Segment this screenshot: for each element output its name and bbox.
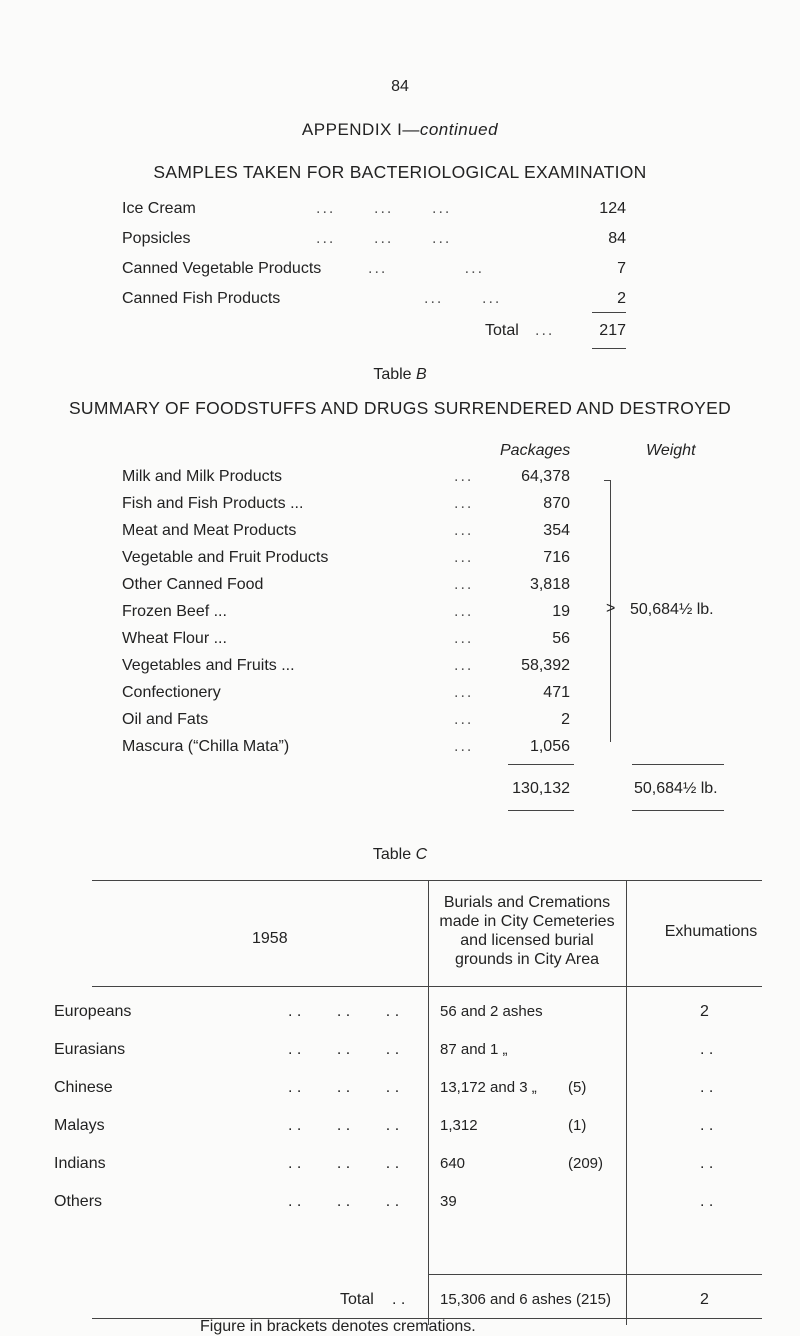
table-c-top-rule bbox=[92, 880, 762, 881]
col-year-header: 1958 bbox=[252, 930, 288, 947]
bacteriological-total-label: Total bbox=[485, 322, 519, 339]
table-row-cremations: (1) bbox=[568, 1117, 587, 1134]
appendix-prefix: APPENDIX I— bbox=[301, 120, 420, 139]
leader-dots: ... ... bbox=[368, 260, 485, 277]
leader-dots: ... bbox=[454, 576, 474, 593]
table-row-label: Meat and Meat Products bbox=[122, 522, 297, 539]
total-weight: 50,684½ lb. bbox=[634, 780, 718, 797]
leader-dots: ... bbox=[454, 630, 474, 647]
table-row-exhumations: . . bbox=[700, 1117, 714, 1134]
table-row-packages: 870 bbox=[543, 495, 570, 512]
subtotal-rule bbox=[592, 312, 626, 313]
table-row-packages: 56 bbox=[552, 630, 570, 647]
table-b-caption-letter: B bbox=[416, 366, 427, 383]
col-burials-line: grounds in City Area bbox=[454, 951, 600, 968]
list-item-value: 2 bbox=[617, 290, 626, 307]
table-row-burials: 640 bbox=[440, 1155, 466, 1172]
total-rule bbox=[592, 348, 626, 349]
col-weight-header: Weight bbox=[646, 442, 696, 459]
table-row-label: Frozen Beef ... bbox=[122, 603, 227, 620]
leader-dots: ... ... ... bbox=[316, 200, 452, 217]
table-row-exhumations: . . bbox=[700, 1193, 714, 1210]
list-item-value: 7 bbox=[617, 260, 626, 277]
leader-dots: ... bbox=[454, 468, 474, 485]
table-row-label: Others bbox=[54, 1193, 103, 1210]
table-row-packages: 471 bbox=[543, 684, 570, 701]
table-row-packages: 64,378 bbox=[521, 468, 570, 485]
table-row-label: Milk and Milk Products bbox=[122, 468, 283, 485]
table-row-label: Europeans bbox=[54, 1003, 132, 1020]
leader-dots: . . . . . . bbox=[288, 1079, 400, 1096]
table-c-footnote: Figure in brackets denotes cremations. bbox=[200, 1318, 476, 1335]
leader-dots: ... bbox=[454, 711, 474, 728]
table-c-header-rule bbox=[92, 986, 762, 987]
table-row-packages: 58,392 bbox=[521, 657, 570, 674]
leader-dots: ... ... bbox=[424, 290, 502, 307]
weight-rule-bottom bbox=[632, 810, 724, 811]
bacteriological-heading: SAMPLES TAKEN FOR BACTERIOLOGICAL EXAMINATION bbox=[153, 162, 647, 182]
leader-dots: ... bbox=[454, 495, 474, 512]
table-row-label: Malays bbox=[54, 1117, 105, 1134]
leader-dots: ... ... ... bbox=[316, 230, 452, 247]
table-row-label: Wheat Flour ... bbox=[122, 630, 227, 647]
list-item-value: 84 bbox=[608, 230, 626, 247]
table-row-packages: 354 bbox=[543, 522, 570, 539]
table-row-exhumations: . . bbox=[700, 1079, 714, 1096]
table-c-total-rule bbox=[428, 1274, 762, 1275]
col-burials-line: made in City Cemeteries bbox=[439, 913, 615, 930]
table-row-packages: 19 bbox=[552, 603, 570, 620]
combined-weight: 50,684½ lb. bbox=[630, 601, 714, 618]
leader-dots: . . . . . . bbox=[288, 1117, 400, 1134]
brace-top bbox=[604, 480, 611, 481]
leader-dots: ... bbox=[454, 522, 474, 539]
table-c-total-exhumations: 2 bbox=[700, 1291, 709, 1308]
list-item-value: 124 bbox=[599, 200, 626, 217]
table-c-caption-letter: C bbox=[415, 846, 428, 863]
table-row-label: Chinese bbox=[54, 1079, 113, 1096]
appendix-heading bbox=[0, 120, 800, 140]
table-row-label: Eurasians bbox=[54, 1041, 126, 1058]
table-row-label: Oil and Fats bbox=[122, 711, 209, 728]
bacteriological-total-value: 217 bbox=[599, 322, 626, 339]
table-row-burials: 1,312 bbox=[440, 1117, 478, 1134]
table-row-label: Vegetables and Fruits ... bbox=[122, 657, 295, 674]
table-c-total-label: Total bbox=[340, 1291, 374, 1308]
table-row-packages: 3,818 bbox=[529, 576, 570, 593]
table-row-cremations: (5) bbox=[568, 1079, 587, 1096]
table-row-label: Mascura (“Chilla Mata”) bbox=[122, 738, 290, 755]
table-c-total-burials: 15,306 and 6 ashes (215) bbox=[440, 1291, 611, 1308]
leader-dots: ... bbox=[454, 603, 474, 620]
table-row-label: Other Canned Food bbox=[122, 576, 264, 593]
table-row-exhumations: 2 bbox=[700, 1003, 709, 1020]
table-b-heading: SUMMARY OF FOODSTUFFS AND DRUGS SURRENDERED AND DESTROYED bbox=[68, 398, 732, 418]
table-row-packages: 1,056 bbox=[529, 738, 570, 755]
col-burials-line: Burials and Cremations bbox=[443, 894, 611, 911]
table-c-divider-2 bbox=[626, 880, 627, 1325]
table-row-cremations: (209) bbox=[568, 1155, 604, 1172]
table-row-burials: 56 and 2 ashes bbox=[440, 1003, 543, 1020]
col-packages-header: Packages bbox=[500, 442, 571, 459]
table-row-burials: 39 bbox=[440, 1193, 457, 1210]
total-packages: 130,132 bbox=[512, 780, 570, 797]
table-row-exhumations: . . bbox=[700, 1041, 714, 1058]
table-row-burials: 13,172 and 3 „ bbox=[440, 1079, 537, 1096]
table-row-label: Fish and Fish Products ... bbox=[122, 495, 304, 512]
table-row-burials: 87 and 1 „ bbox=[440, 1041, 508, 1058]
table-b-caption-prefix: Table bbox=[373, 366, 412, 383]
table-row-exhumations: . . bbox=[700, 1155, 714, 1172]
table-row-packages: 2 bbox=[561, 711, 570, 728]
leader-dots: . . . . . . bbox=[288, 1193, 400, 1210]
list-item-label: Ice Cream bbox=[122, 200, 196, 217]
table-b-caption bbox=[0, 366, 800, 384]
list-item-label: Popsicles bbox=[122, 230, 191, 247]
leader-dots: . . bbox=[392, 1291, 406, 1308]
appendix-suffix: continued bbox=[419, 120, 499, 139]
packages-rule bbox=[508, 764, 574, 765]
leader-dots: . . . . . . bbox=[288, 1003, 400, 1020]
table-row-label: Confectionery bbox=[122, 684, 221, 701]
col-exhumations-header: Exhumations bbox=[664, 923, 758, 940]
leader-dots: . . . . . . bbox=[288, 1041, 400, 1058]
leader-dots: ... bbox=[535, 322, 555, 339]
table-c-caption-prefix: Table bbox=[372, 846, 412, 863]
leader-dots: ... bbox=[454, 738, 474, 755]
col-burials-line: and licensed burial bbox=[460, 932, 594, 949]
leader-dots: ... bbox=[454, 657, 474, 674]
table-row-label: Vegetable and Fruit Products bbox=[122, 549, 329, 566]
leader-dots: ... bbox=[454, 684, 474, 701]
list-item-label: Canned Vegetable Products bbox=[122, 260, 322, 277]
list-item-label: Canned Fish Products bbox=[122, 290, 281, 307]
table-row-packages: 716 bbox=[543, 549, 570, 566]
leader-dots: ... bbox=[454, 549, 474, 566]
weight-rule bbox=[632, 764, 724, 765]
brace-point: > bbox=[606, 600, 616, 617]
table-row-label: Indians bbox=[54, 1155, 106, 1172]
packages-rule-bottom bbox=[508, 810, 574, 811]
leader-dots: . . . . . . bbox=[288, 1155, 400, 1172]
table-c-caption bbox=[0, 846, 800, 864]
page-number: 84 bbox=[391, 78, 409, 95]
